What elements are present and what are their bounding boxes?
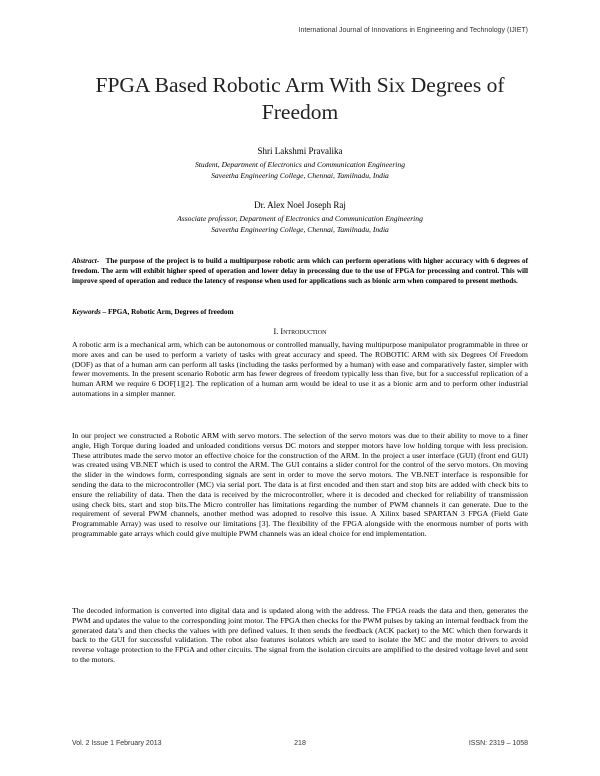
keywords-label: Keywords <box>72 308 101 316</box>
section-number: I. <box>273 327 279 336</box>
paper-title: FPGA Based Robotic Arm With Six Degrees of Freedom <box>95 73 505 124</box>
paragraph-1: A robotic arm is a mechanical arm, which can be autonomous or controlled manually, having multipurpose manipulator programmable in three or more axes and can be used to perform a variety of tasks with great accuracy and speed. The ROBOTIC ARM with six Degrees Of Freedom (DOF) as that of a human arm can perform all tasks (including the tasks performed by a human) with ease and comparatively faster, simpler with fewer movements. In the present scenario Robotic arm has fewer degrees of freedom typically less than five, but for a successful replication of a human ARM we require 6 DOF[1][2]. The replication of a human arm would be ideal to use it as a bionic arm and to perform other industrial automations in a simpler manner. <box>72 340 528 398</box>
affiliation-line: Saveetha Engineering College, Chennai, Tamilnadu, India <box>211 170 389 180</box>
journal-header: International Journal of Innovations in Engineering and Technology (IJIET) <box>298 27 528 34</box>
abstract-text: The purpose of the project is to build a multipurpose robotic arm which can perform operations with higher accuracy with 6 degrees of freedom. The arm will exhibit higher speed of operation and lower delay in processing due to the use of FPGA for processing and control. This will improve speed of operation and reduce the latency of response when used for applications such as bionic arm when compared to present methods. <box>72 257 528 285</box>
affiliation-line: Associate professor, Department of Electronics and Communication Engineering <box>177 214 423 223</box>
abstract <box>72 257 528 286</box>
paragraph-3: The decoded information is converted into digital data and is updated along with the address. The FPGA reads the data and then, generates the PWM and updates the value to the corresponding joint motor. The FPGA then checks for the PWM pulses by taking an internal feedback from the generated data’s and then checks the values with pre defined values. It then sends the feedback (ACK packet) to the MC which then forwards it back to the GUI for successful validation. The robot also features isolators which are used to isolate the MC and the motor drivers to avoid reverse voltage protection to the FPGA and other circuits. The signal from the isolation circuits are amplified to the desired voltage level and sent to the motors. <box>72 606 528 664</box>
author-name-1: Shri Lakshmi Pravalika <box>257 146 343 156</box>
author-affiliation-2 <box>60 214 540 235</box>
affiliation-line: Saveetha Engineering College, Chennai, Tamilnadu, India <box>211 224 389 234</box>
keywords-text: – FPGA, Robotic Arm, Degrees of freedom <box>102 308 234 316</box>
page-footer <box>72 740 528 750</box>
section-heading <box>72 327 528 336</box>
paragraph-2: In our project we constructed a Robotic ARM with servo motors. The selection of the servo motors was due to their ability to move to a finer angle, High Torque during loaded and unloaded conditions versus DC motors and stepper motors have low holding torque with less precision. These attributes made the servo motor an effective choice for the construction of the ARM. In the project a user interface (GUI) (front end GUI) was created using VB.NET which is used to control the ARM. The GUI contains a slider control for the control of the servo motors. On moving the slider in the windows form, corresponding signals are sent in order to move the servo motors. The VB.NET interface is responsible for sending the data to the microcontroller (MC) via serial port. The data is at first encoded and then start and stop bits are added with check bits to ensure the reliability of data. Then the data is received by the microcontroller, where it is decoded and checked for reliability of transmission using check bits, start and stop bits.The Micro controller has limitations regarding the number of PWM channels it can generate. Due to the requirement of several PWM channels, another method was adopted to resolve this issue. A Xilinx based SPARTAN 3 FPGA (Field Gate Programmable Array) was used to resolve our limitations [3]. The flexibility of the FPGA alongside with the enormous number of ports with programmable gate arrays which could give multiple PWM channels was an ideal choice for end implementation. <box>72 431 528 538</box>
abstract-label: Abstract- <box>72 257 100 265</box>
section-title: Introduction <box>280 327 327 336</box>
keywords <box>72 308 528 316</box>
footer-issue: Vol. 2 Issue 1 February 2013 <box>72 740 162 747</box>
affiliation-line: Student, Department of Electronics and Communication Engineering <box>195 160 405 169</box>
footer-page-number: 218 <box>294 740 306 747</box>
author-name-2: Dr. Alex Noel Joseph Raj <box>254 200 346 210</box>
author-affiliation-1 <box>60 160 540 181</box>
footer-issn: ISSN: 2319 – 1058 <box>468 740 528 747</box>
